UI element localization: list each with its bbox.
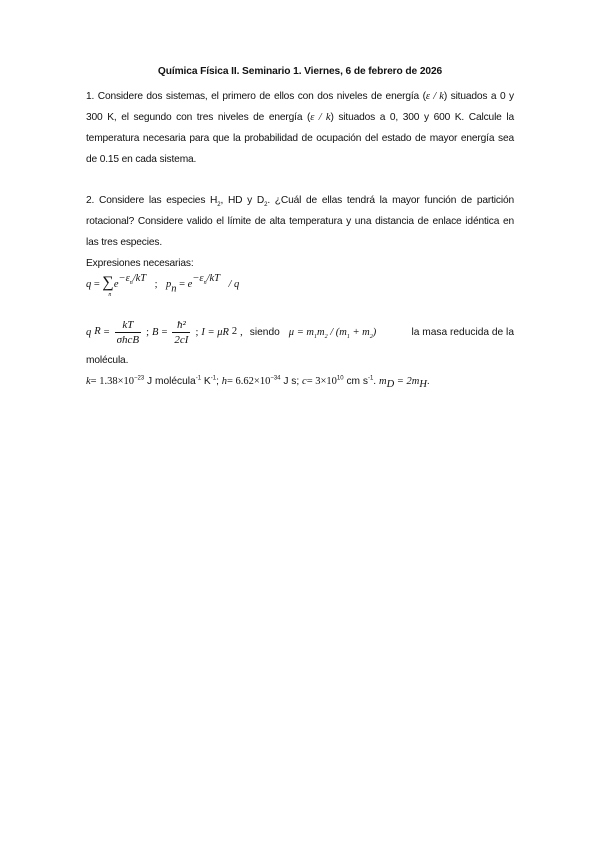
rotational-formula: q R = $\frac{kT}{\text{σhcB}}$ ; B = $\frac{\text{ħ²}}{2cI}$ ; I = μR 2 , siendo $\mu = m_1m_2 / (m_1 + m_2)$ la masa reducida de la molécula. xyxy=(86,314,514,371)
b-fraction: $\frac{\text{ħ²}}{2cI}$ xyxy=(174,318,189,346)
reduced-mass-formula: $\mu = m_1m_2 / (m_1 + m_2)$ xyxy=(288,326,377,340)
sum-symbol: ∑ n xyxy=(102,274,114,298)
page-title: Química Física II. Seminario 1. Viernes, 6 de febrero de 2026 xyxy=(157,66,443,77)
partition-function-formula: q = ∑ n $e^{-\varepsilon_n/kT}$ ; $p_n = e^{-\varepsilon_n/kT} / q$ xyxy=(86,272,240,298)
molecula-text: molécula. xyxy=(86,355,129,366)
qr-fraction: $\frac{kT}{\text{σhcB}}$ xyxy=(116,318,140,346)
question-1: 1. Considere dos sistemas, el primero de ellos con dos niveles de energía (ε / k) situados a 0 y 300 K, el segundo con tres niveles de energía (ε / k) situados a 0, 300 y 600 K. Calcule la temperatura necesaria para que la probabilidad de ocupación del estado de mayor energía sea de 0.15 en cada sistema. xyxy=(86,91,515,165)
constants-line: $k= 1.38\times 10^{-23}$ J molécula$^{-1}$ $K^{-1}$; $h= 6.62\times 10^{-34}$ J s; $c= 3\times 10^{10}$ cm $s^{-1}$. $m_D = 2m_H$. xyxy=(86,375,430,391)
epsilon-over-k: ε / k xyxy=(425,91,444,102)
epsilon-over-k-2: ε / k xyxy=(310,112,331,123)
document-page xyxy=(86,66,514,392)
expressions-label: Expresiones necesarias: xyxy=(86,258,194,269)
question-2: 2. Considere las especies $H_2$, HD y $D_2$. ¿Cuál de ellas tendrá la mayor función de partición rotacional? Considere valido el límite de alta temperatura y una distancia de enlace idéntica en las tres especies. xyxy=(86,195,515,248)
